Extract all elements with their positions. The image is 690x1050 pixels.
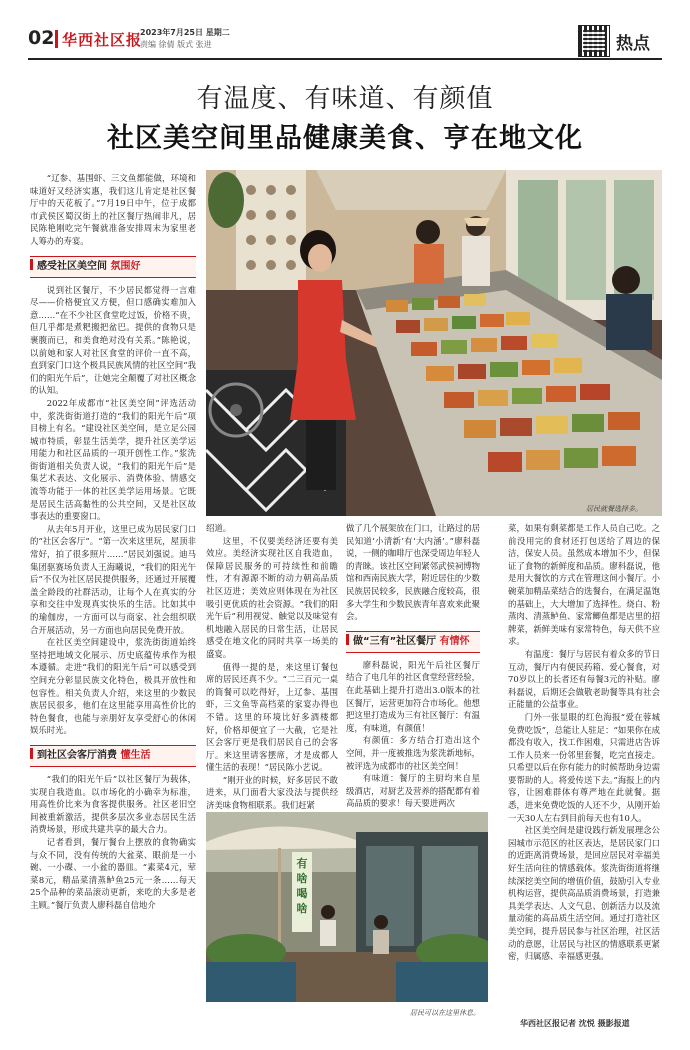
paragraph: 做了几个展架放在门口，让路过的居民知道‘小清新’有‘大内涵’。”廖科磊说，一侧的咖啡厅也深受周边年轻人的青睐。该社区空间紧邻武侯祠博物馆和西南民族大学，附近居住的少数民族居民较多，民族融合度较高，很多大学生和少数民族青年喜欢来此聚会。 xyxy=(346,523,480,622)
paragraph: “刚开业的时候，好多居民不敢进来，从门面看大家没法与提供经济美味食物相联系。我们赶紧 xyxy=(206,774,338,811)
photo-canteen-buffet-drawing xyxy=(206,170,662,516)
paragraph: “辽参、基围虾、三文鱼都能做，环境和味道好又经济实惠，我们这儿肯定是社区餐厅中的天花板了。”7月19日中午，位于成都市武侯区蜀汉街上的社区餐厅热闹非凡，居民陈艳刚吃完午餐就准备安排周末为家里老人筹办的寿宴。 xyxy=(30,173,196,246)
paragraph: 有颜值：多方结合打造出这个空间，并一度被推选为浆洗新地标，被评选为成都市的社区美空间！ xyxy=(346,735,480,771)
paragraph: “我们的阳光午后”以社区餐厅为载体，实现自我造血。以市场化的小确幸为标准，用高性价比来为食客提供服务。社区老旧空间被重新激活，提供多层次多业态居民生活消费场景，形成共建共享的最大合力。 xyxy=(30,773,196,835)
paragraph: 说到社区餐厅，不少居民都觉得一言难尽——价格便宜又方便，但口感确实难加入意……“在不少社区食堂吃过饭，价格不贵，但几乎都是煮粑搬把盆巴。提供的食物只是裹腹而已，和美食绝对没有关系。”陈艳说，以前她和家人对社区食堂的评价一直不高，直到家门口这个极具民族风情的社区空间“我们的阳光午后”，让她完全颠覆了对社区概念的认知。 xyxy=(30,284,196,396)
paragraph: 2022年成都市“社区美空间”评选活动中，浆洗街街道打造的“我们的阳光午后”项目榜上有名。“建设社区美空间，是立足公园城市特质，彰显生活美学，提升社区美学运用能力和社区品质的一项开创性工作。”浆洗街街道相关负责人说，“我们的阳光午后”是集艺术表达、文化展示、消费体验、情感交流等功能于一体的社区美学运用场景。它既是居民生活高黏性的公共空间，又是社区故事表达的重要窗口。 xyxy=(30,397,196,522)
editor-credits: 责编 徐倩 版式 张进 xyxy=(140,40,212,49)
paragraph: 有温度：餐厅与居民有着众多的节日互动，餐厅内有便民药箱、爱心餐食，对70岁以上的长者还有每餐3元的补贴。廖科磊说，后期还会做敬老助餐等具有社会正能量的公益事业。 xyxy=(508,648,660,710)
column-2 xyxy=(206,522,338,812)
photo-outdoor-seating xyxy=(206,812,488,1002)
qr-code-icon xyxy=(578,25,610,57)
reporter-credit: 华西社区报记者 沈悦 摄影报道 xyxy=(520,1019,630,1028)
photo-1-caption: 居民就餐选择多。 xyxy=(586,505,642,513)
photo-canteen-buffet xyxy=(206,170,662,516)
paragraph: 绍道。 xyxy=(206,523,232,533)
paragraph: 菜，如果有剩菜都是工作人员自己吃。之前没用完的食材还打包送给了周边的保洁，保安人员。虽然成本增加不少，但保证了食物的新鲜度和品质。廖科磊说，他是用大餐饮的方式在管理这间小餐厅。小碗菜加精品菜结合的选餐台，在满足温饱的基础上，大大增加了选择性。烧白、粉蒸肉、清蒸鲈鱼、家常鲫鱼都是店里的招牌菜，新鲜美味有家常特色，每天供不应求。 xyxy=(508,523,660,647)
photo-outdoor-seating-drawing xyxy=(206,812,488,1002)
page-number: 02 xyxy=(28,27,55,49)
paragraph: 这里，不仅要美经济还要有美效应。美经济实现社区自我造血，保障居民服务的可持续性和前瞻性，才有源源不断的动力朝高品质社区迈进；美效应则体现在为社区吸引更优质的社会资源。“我们的阳光午后”利用视觉、触觉以及味觉有机地融入居民的日常生活，让居民感受在地文化的同时共享一场美的盛宴。 xyxy=(206,535,338,659)
column-4 xyxy=(508,522,660,963)
section-label: 热点 xyxy=(616,34,650,54)
header-rule xyxy=(28,58,662,60)
header-divider-bar xyxy=(55,30,58,48)
newspaper-name: 华西社区报 xyxy=(62,31,143,49)
photo-2-caption: 居民可以在这里休息。 xyxy=(410,1009,480,1017)
paragraph: 记者看到，餐厅餐台上摆放的食物确实与众不同，没有传统的大盆菜、眼前是一小碗、一小碟、一小盆的器皿。“素菜4元，荤菜8元，精品菜清蒸鲈鱼25元一条……每天25个品种的菜品滚动更新，来吃的大多是老主顾。”餐厅负责人廖科磊自信地介 xyxy=(30,836,196,910)
paragraph: 社区美空间是建设践行新发展理念公园城市示范区的社区表达，是居民家门口的近距离消费场景，是回应居民对幸福美好生活向往的情感载体。浆洗街街道将继续深挖美空间的增值价值，鼓励引入专业机构运营，提供高品质消费场景，打造兼具美学表达、人文气息、创新活力以及流量动能的高品质生活空间。通过打造社区美空间，提升居民参与社区治理，社区活动的意愿，让居民与社区的情感联系更紧密，归属感、幸福感更强。 xyxy=(508,825,660,962)
photo-2-sign-text: 有啥喝啥 xyxy=(296,857,308,915)
subhead-2: 到社区会客厅消费 懂生活 xyxy=(30,745,196,767)
column-3 xyxy=(346,522,480,810)
issue-date: 2023年7月25日 星期二 xyxy=(140,28,230,37)
paragraph: 在社区美空间建设中，浆洗街街道始终坚持把地域文化展示、历史底蕴传承作为根本遵循。走进“我们的阳光午后”可以感受到空间充分彰显民族文化特色，极具开放性和包容性。相关负责人介绍，来这里的少数民族居民很多，他们在这里能享用高性价比的特色餐食，也能与亲朋好友享受舒心的休闲娱乐时光。 xyxy=(30,637,196,736)
column-1 xyxy=(30,172,196,911)
paragraph: 门外一张显眼的红色海报“爱在蓉城 免费吃饭”，总能让人驻足：“如果你在成都没有收入，找工作困难，只需进店告诉工作人员来一份邻里套餐，吃完直接走。只希望以后在你有能力的时候帮助身边需要帮助的人。将爱传送下去。”海报上的内容，让困难群体有尊严地在此就餐。据悉，进来免费吃饭的人还不少，从刚开始一天30人左右到目前每天也有10人。 xyxy=(508,711,660,823)
subhead-1: 感受社区美空间 氛围好 xyxy=(30,256,196,278)
headline-line-2: 社区美空间里品健康美食、亨在地文化 xyxy=(107,123,583,154)
paragraph: 廖科磊说，阳光午后社区餐厅结合了电几年的社区食堂经营经验，在此基础上提升打造出3.0版本的社区餐厅，运营更加符合市场化。他想把这里打造成为三有社区餐厅：有温度，有味道，有颜值！ xyxy=(346,659,480,733)
headline-line-1: 有温度、有味道、有颜值 xyxy=(196,84,494,114)
paragraph: 有味道：餐厅的主厨均来自星级酒店，对厨艺及营养的搭配都有着高品质的要求！每天要进两次 xyxy=(346,773,480,809)
paragraph: 从去年5月开业，这里已成为居民家门口的“社区会客厅”。“第一次来这里玩，屋顶非常好，拍了很多照片……”居民刘强说。迪马集团驱赛场负责人王海曦说，“我们的阳光午后”不仅为社区居民提供服务，还通过开展覆盖全龄段的社群活动，让每个人在真实的分享和交往中发现真实快乐的生活。比如其中的瑜伽房，一方面可以与商家、社会组织联合开展活动，另一方面也向居民免费开放。 xyxy=(30,523,196,635)
subhead-3: 做“三有”社区餐厅 有情怀 xyxy=(346,631,480,653)
paragraph: 值得一提的是，来这里订餐包席的居民还真不少。“二三百元一桌的筒餐可以吃得好，上辽参、基围虾，三文鱼等高档菜的家宴办得也不错。这里的环境比好多酒楼都好，价格却便宜了一大截，它是社区会客厅更是我们居民自己的会客厅。来这里请客摆席，才是成都人懂生活的表现！”居民陈小艺说。 xyxy=(206,661,338,773)
